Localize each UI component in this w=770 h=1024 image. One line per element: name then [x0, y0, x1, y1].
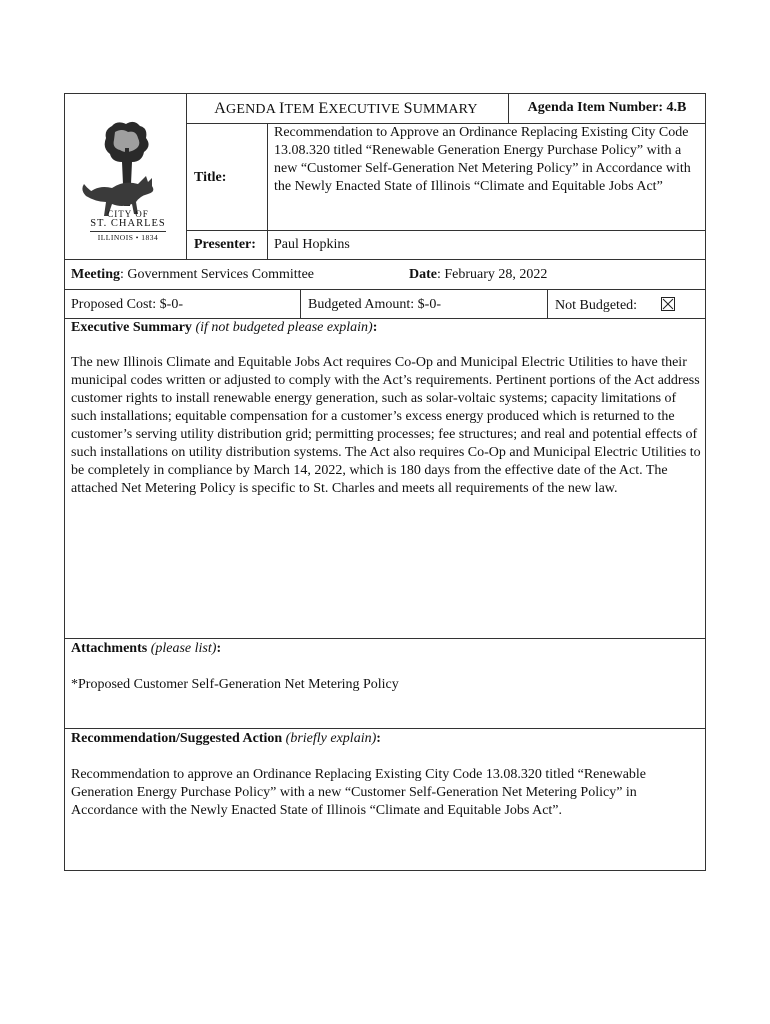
attachment-item: *Proposed Customer Self-Generation Net Metering Policy: [71, 677, 399, 692]
logo-rule: [90, 231, 166, 232]
date-label: Date: [409, 267, 437, 282]
presenter-rule: [186, 230, 706, 231]
budgeted-amount: Budgeted Amount: $-0-: [308, 297, 441, 312]
meeting-label: Meeting: [71, 267, 120, 282]
form-title: AGENDA ITEM EXECUTIVE SUMMARY: [214, 100, 478, 117]
not-budgeted-label: Not Budgeted:: [555, 298, 638, 313]
title-text: Recommendation to Approve an Ordinance Replacing Existing City Code 13.08.320 titled “Renewable Generation Energy Purchase Policy” with a new “Customer Self-Generation Net Metering Policy” in Accordance with the Newly Enacted State of Illinois “Climate and Equitable Jobs Act”: [274, 125, 691, 194]
attachments-heading: Attachments (please list):: [71, 641, 222, 656]
meeting-value: : Government Services Committee: [119, 267, 314, 282]
title-label: Title:: [194, 170, 227, 185]
cost-rule-bottom: [64, 318, 706, 319]
date-field: [409, 267, 547, 283]
date-value: : February 28, 2022: [437, 267, 548, 282]
cost-divider-1: [300, 289, 301, 319]
cost-divider-2: [547, 289, 548, 319]
summary-rule: [64, 638, 706, 639]
label-divider: [267, 123, 268, 259]
meeting-rule: [64, 259, 706, 260]
recommendation-heading: Recommendation/Suggested Action (briefly explain):: [71, 731, 381, 746]
logo-city-of: CITY OF: [107, 209, 149, 219]
not-budgeted-checkbox[interactable]: [661, 297, 675, 311]
proposed-cost: Proposed Cost: $-0-: [71, 297, 183, 312]
presenter-label: Presenter:: [194, 237, 256, 252]
logo-state: ILLINOIS • 1834: [97, 233, 159, 242]
agenda-item-number: Agenda Item Number: 4.B: [527, 100, 687, 115]
logo-city-name: ST. CHARLES: [90, 218, 166, 229]
executive-summary-text: The new Illinois Climate and Equitable Jobs Act requires Co-Op and Municipal Electric Utilities to have their municipal codes written or adjusted to comply with the Act’s requirements. Pertinent portions of the Act address customer rights to install renewable energy generation, such as solar-voltaic systems; capacity limitations of such installations; equitable compensation for a customer’s excess energy produced which is returned to the customer’s serving utility distribution grid; permitting processes; fee structures; and real and potential effects of such installations on utility distribution systems. The Act also requires Co-Op and Municipal Electric Utilities to be completely in compliance by March 14, 2022, which is 180 days from the effective date of the Act. The attached Net Metering Policy is specific to St. Charles and meets all requirements of the new law.: [71, 355, 701, 496]
recommendation-text: Recommendation to approve an Ordinance Replacing Existing City Code 13.08.320 titled “Renewable Generation Energy Purchase Policy” with a new “Customer Self-Generation Net Metering Policy” in Accordance with the Newly Enacted State of Illinois “Climate and Equitable Jobs Act”.: [71, 767, 647, 818]
executive-summary-heading: Executive Summary (if not budgeted please explain):: [71, 320, 378, 335]
presenter-name: Paul Hopkins: [274, 237, 350, 252]
attachments-rule: [64, 728, 706, 729]
meeting-field: [71, 267, 314, 283]
cost-rule-top: [64, 289, 706, 290]
